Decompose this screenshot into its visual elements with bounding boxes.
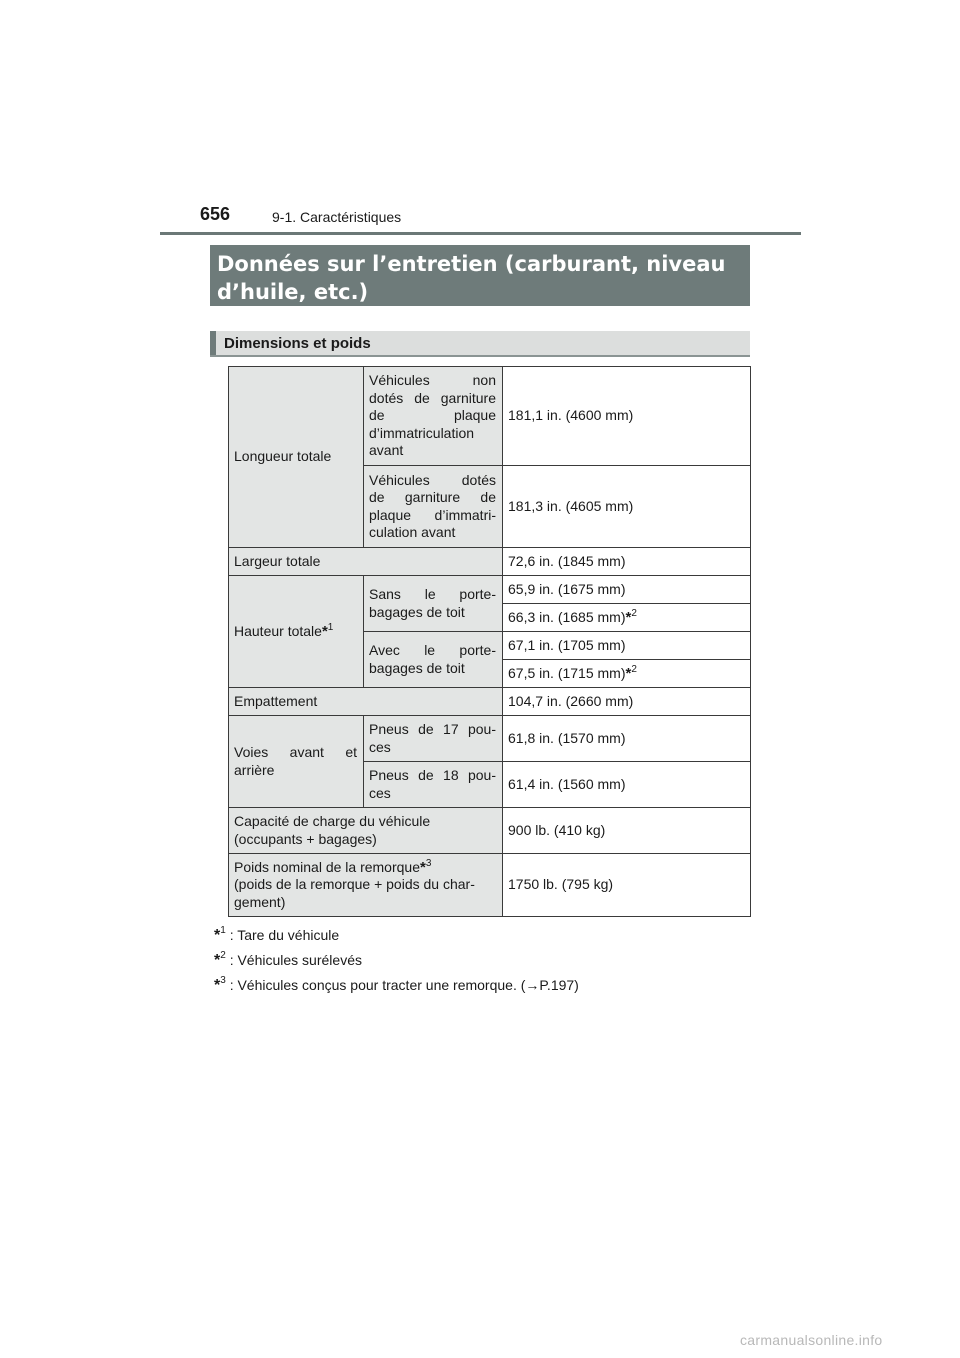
subheader-accent-bar [210, 331, 216, 355]
table-row [229, 576, 751, 604]
footnote-marker: * [625, 664, 632, 682]
footnote-marker: * [321, 622, 328, 640]
value-cell: 61,8 in. (1570 mm) [503, 716, 751, 762]
condition-cell: Pneus de 17 pou- ces [364, 716, 503, 762]
value-cell: 67,1 in. (1705 mm) [503, 632, 751, 660]
footnote-marker: * [625, 608, 632, 626]
value-cell: 67,5 in. (1715 mm)*$^2$ [503, 660, 751, 688]
watermark: carmanualsonline.info [740, 1332, 883, 1348]
value-cell: 1750 lb. (795 kg) [503, 854, 751, 917]
footnote-item: *$^2$ : Véhicules surélevés [214, 950, 362, 969]
condition-cell: Avec le porte- bagages de toit [364, 632, 503, 688]
table-row [229, 688, 751, 716]
track-label: Voies avant et arrière [229, 716, 364, 808]
load-capacity-label: Capacité de charge du véhicule (occupants + bagages) [229, 808, 503, 854]
value-cell: 181,1 in. (4600 mm) [503, 367, 751, 466]
page-number: 656 [200, 204, 231, 224]
wheelbase-label: Empattement [229, 688, 503, 716]
condition-cell: Véhicules dotés de garniture de plaque d’immatri- culation avant [364, 466, 503, 548]
condition-cell: Pneus de 18 pou- ces [364, 762, 503, 808]
subheader-title: Dimensions et poids [224, 335, 371, 352]
value-cell: 72,6 in. (1845 mm) [503, 548, 751, 576]
header-divider [160, 232, 801, 235]
footnote-marker: * [420, 858, 426, 876]
length-label: Longueur totale [229, 367, 364, 548]
table-row [229, 367, 751, 466]
table-row [229, 808, 751, 854]
footnote-item: *$^3$ : Véhicules conçus pour tracter une remorque. (→P.197) [214, 975, 579, 994]
condition-cell: Sans le porte- bagages de toit [364, 576, 503, 632]
dimensions-table [228, 366, 751, 917]
table-row [229, 548, 751, 576]
value-cell: 104,7 in. (2660 mm) [503, 688, 751, 716]
height-label: Hauteur totale*$^1$ [229, 576, 364, 688]
footnotes [214, 924, 579, 999]
table-row [229, 716, 751, 762]
footnote-item: *$^1$ : Tare du véhicule [214, 925, 340, 944]
value-cell: 66,3 in. (1685 mm)*$^2$ [503, 604, 751, 632]
width-label: Largeur totale [229, 548, 503, 576]
value-cell: 181,3 in. (4605 mm) [503, 466, 751, 548]
page-title: Données sur l’entretien (carburant, niveau d’huile, etc.) [210, 245, 750, 306]
value-cell: 61,4 in. (1560 mm) [503, 762, 751, 808]
subheader [210, 331, 750, 357]
section-label: 9-1. Caractéristiques [272, 209, 402, 225]
value-cell: 65,9 in. (1675 mm) [503, 576, 751, 604]
trailer-weight-label: Poids nominal de la remorque*$^3$ (poids de la remorque + poids du char- gement) [229, 854, 503, 917]
condition-cell: Véhicules non dotés de garniture de plaque d’immatriculation avant [364, 367, 503, 466]
table-row [229, 854, 751, 917]
value-cell: 900 lb. (410 kg) [503, 808, 751, 854]
